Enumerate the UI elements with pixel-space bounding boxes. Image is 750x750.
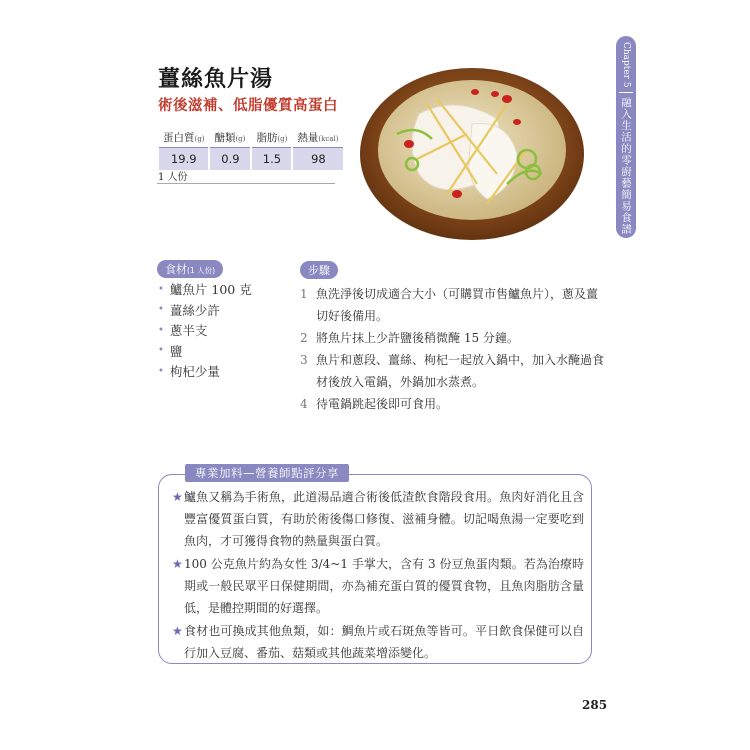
- nutrition-value-calories: 98: [293, 148, 343, 170]
- tip-item: ★ 食材也可換成其他魚類，如：鯛魚片或石斑魚等皆可。平日飲食保健可以自行加入豆腐、番茄、菇類或其他蔬菜增添變化。: [172, 620, 584, 664]
- bullet-icon: •: [158, 283, 164, 295]
- nutrition-value-fat: 1.5: [252, 148, 291, 170]
- bullet-icon: •: [158, 304, 164, 316]
- chapter-tab: [616, 36, 636, 238]
- star-icon: ★: [172, 557, 183, 571]
- recipe-title: 薑絲魚片湯: [158, 67, 274, 92]
- list-item: • 枸杞少量: [158, 364, 220, 380]
- tips-list: [172, 486, 584, 665]
- steps-label: 步驟: [300, 261, 338, 279]
- step-item: 2 將魚片抹上少許鹽後稍微醃 15 分鐘。: [300, 331, 519, 345]
- nutrition-header-protein: 蛋白質(g): [159, 128, 208, 148]
- ingredients-label: 食材(1 人份): [157, 260, 223, 278]
- nutrition-table: [157, 128, 345, 170]
- list-item: • 鹽: [158, 343, 183, 359]
- serving-size: 1 人份: [158, 172, 188, 183]
- nutrition-header-carbs: 醣類(g): [210, 128, 250, 148]
- recipe-subtitle: 術後滋補、低脂優質高蛋白: [158, 98, 338, 114]
- page-number: 285: [582, 698, 608, 712]
- steps-list: [300, 283, 605, 415]
- star-icon: ★: [172, 490, 183, 504]
- list-item: • 蔥半支: [158, 323, 208, 339]
- bullet-icon: •: [158, 365, 164, 377]
- chapter-title: 融入生活的零廚藝簡易食譜: [620, 96, 632, 235]
- list-item: • 鱸魚片 100 克: [158, 282, 252, 298]
- divider: [157, 183, 335, 184]
- bullet-icon: •: [158, 345, 164, 357]
- nutrition-value-protein: 19.9: [159, 148, 208, 170]
- nutrition-value-carbs: 0.9: [210, 148, 250, 170]
- ingredients-list: [158, 279, 252, 382]
- chapter-divider: [619, 92, 633, 93]
- tip-item: ★ 鱸魚又稱為手術魚，此道湯品適合術後低渣飲食階段食用。魚肉好消化且含豐富優質蛋白質，有助於術後傷口修復、滋補身體。切記喝魚湯一定要吃到魚肉，才可獲得食物的熱量與蛋白質。: [172, 486, 584, 552]
- dish-photo: [357, 64, 587, 244]
- tips-label: 專業加料—營養師點評分享: [185, 464, 349, 482]
- nutrition-header-fat: 脂肪(g): [252, 128, 291, 148]
- step-item: 1 魚洗淨後切成適合大小（可購買市售鱸魚片），蔥及薑切好後備用。: [300, 287, 599, 323]
- nutrition-header-calories: 熱量(kcal): [293, 128, 343, 148]
- chapter-number: Chapter 5: [621, 42, 631, 88]
- step-item: 3 魚片和蔥段、薑絲、枸杞一起放入鍋中，加入水醃過食材後放入電鍋，外鍋加水蒸煮。: [300, 353, 605, 389]
- star-icon: ★: [172, 624, 183, 638]
- list-item: • 薑絲少許: [158, 302, 220, 318]
- tip-item: ★ 100 公克魚片約為女性 3/4~1 手掌大，含有 3 份豆魚蛋肉類。若為治療時期或一般民眾平日保健期間，亦為補充蛋白質的優質食物，且魚肉脂肪含量低，是體控期間的好選擇。: [172, 553, 584, 619]
- step-item: 4 待電鍋跳起後即可食用。: [300, 397, 449, 411]
- bullet-icon: •: [158, 324, 164, 336]
